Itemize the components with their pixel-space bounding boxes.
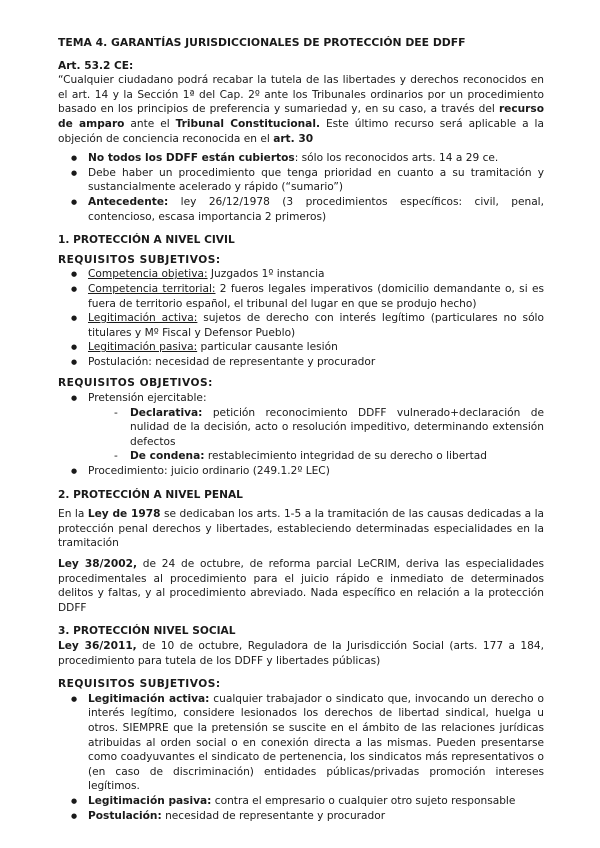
quote-bold-tribunal: Tribunal Constitucional. xyxy=(175,117,320,130)
bullet-bold: No todos los DDFF están cubiertos xyxy=(88,152,295,165)
list-item xyxy=(88,809,544,824)
item-label: Competencia territorial: xyxy=(88,282,216,295)
para-bold: Ley de 1978 xyxy=(87,508,161,521)
item-text: cualquier trabajador o sindicato que, invocando un derecho o interés legítimo, considere lesionados los derechos de libertad sindical, huelga u otros. SIEMPRE que la pretensión se suscite en el ámbito de las relaciones jurídicas atribuidas al orden social o en conexión directa a las mismas. Pueden presentarse como coadyuvantes el sindicato de pertenencia, los sindicatos más representativos o (en caso de discriminación) entidades públicas/privadas promoción intereses legítimos. xyxy=(88,692,544,793)
item-bold: Legitimación pasiva: xyxy=(88,794,212,807)
penal-paragraph-1 xyxy=(58,507,544,551)
para-text: de 24 de octubre, de reforma parcial LeCRIM, deriva las especialidades procedimentales al procedimiento para el juicio rápido e inmediato de determinados delitos y faltas, y al procedimiento abreviado. Nada específico en relación a la protección DDFF xyxy=(58,558,544,614)
quote-bold-recurso: recurso de amparo xyxy=(58,103,544,130)
section-heading-civil: 1. PROTECCIÓN A NIVEL CIVIL xyxy=(58,234,235,247)
list-item xyxy=(88,692,544,794)
item-text: contra el empresario o cualquier otro sujeto responsable xyxy=(211,794,516,807)
social-subjective-list xyxy=(58,692,544,823)
item-label: Competencia objetiva: xyxy=(88,268,208,281)
section-heading-penal: 2. PROTECCIÓN A NIVEL PENAL xyxy=(58,488,243,501)
item-text: Pretensión ejercitable: xyxy=(88,392,207,405)
list-item xyxy=(88,282,544,311)
item-bold: De condena: xyxy=(130,450,205,463)
item-text: 2 fueros legales imperativos (domicilio demandante o, si es fuera de territorio español, el tribunal del lugar en que se produjo hecho) xyxy=(88,282,544,310)
social-paragraph-1 xyxy=(58,639,544,668)
document-title: TEMA 4. GARANTÍAS JURISDICCIONALES DE PROTECCIÓN DEE DDFF xyxy=(58,36,466,49)
bullet-text: ley 26/12/1978 (3 procedimientos específicos: civil, penal, contencioso, escasa importancia 2 primeros) xyxy=(88,195,544,223)
quote-bold-art30: art. 30 xyxy=(273,132,314,145)
item-text: Procedimiento: juicio ordinario (249.1.2º LEC) xyxy=(88,465,330,478)
article-bullet-list xyxy=(58,151,544,224)
item-text: restablecimiento integridad de su derecho o libertad xyxy=(204,450,487,463)
quote-text-1: “Cualquier ciudadano podrá recabar la tutela de las libertades y derechos reconocidos en el art. 14 y la Sección 1ª del Cap. 2º ante los Tribunales ordinarios por un procedimiento basado en los principios de preferencia y sumariedad y, en su caso, a través del xyxy=(58,74,544,116)
list-item xyxy=(130,406,544,450)
item-label: Legitimación pasiva: xyxy=(88,341,198,354)
article-quote xyxy=(58,73,544,146)
item-bold: Legitimación activa: xyxy=(88,692,210,705)
list-item xyxy=(88,391,544,464)
list-item xyxy=(88,195,544,224)
item-text: particular causante lesión xyxy=(197,341,338,354)
article-heading: Art. 53.2 CE: xyxy=(58,59,134,72)
item-text: petición reconocimiento DDFF vulnerado+declaración de nulidad de la decisión, acto o resolución impeditivo, determinando extensión defectos xyxy=(130,406,544,448)
para-text: se dedicaban los arts. 1-5 a la tramitación de las causas dedicadas a la protección penal derechos y libertades, estableciendo determinadas especialidades en la tramitación xyxy=(58,508,545,550)
quote-text-2: ante el xyxy=(124,117,176,130)
quote-text-3: Este último recurso será aplicable a la objeción de conciencia reconocida en el xyxy=(58,117,544,145)
civil-objective-list xyxy=(58,391,544,479)
civil-subjective-list xyxy=(58,267,544,369)
list-item xyxy=(88,340,544,355)
section-heading-social: 3. PROTECCIÓN NIVEL SOCIAL xyxy=(58,625,236,638)
list-item xyxy=(88,267,544,282)
para-bold: Ley 38/2002, xyxy=(58,558,138,570)
list-item xyxy=(88,355,544,370)
bullet-text: : sólo los reconocidos arts. 14 a 29 ce. xyxy=(294,152,499,165)
list-item xyxy=(88,151,544,166)
list-item xyxy=(88,311,544,340)
bullet-bold: Antecedente: xyxy=(88,195,169,208)
item-text: Postulación: necesidad de representante y procurador xyxy=(88,355,376,368)
para-text: de 10 de octubre, Reguladora de la Jurisdicción Social (arts. 177 a 184, procedimiento para tutela de los DDFF y libertades públicas) xyxy=(58,639,544,667)
list-item xyxy=(130,449,544,464)
item-text: sujetos de derecho con interés legítimo (particulares no sólo titulares y Mº Fiscal y Defensor Pueblo) xyxy=(88,312,544,339)
list-item xyxy=(88,794,544,809)
para-text: En la xyxy=(58,508,88,521)
item-bold: Declarativa: xyxy=(130,406,203,419)
list-item xyxy=(88,464,544,479)
civil-subjective-heading: REQUISITOS SUBJETIVOS: xyxy=(58,253,221,266)
civil-objective-heading: REQUISITOS OBJETIVOS: xyxy=(58,377,213,390)
item-text: Juzgados 1º instancia xyxy=(207,268,325,281)
item-label: Legitimación activa: xyxy=(88,312,198,325)
pretension-sublist xyxy=(88,406,544,464)
social-subjective-heading: REQUISITOS SUBJETIVOS: xyxy=(58,678,221,691)
bullet-text: Debe haber un procedimiento que tenga prioridad en cuanto a su tramitación y sustancialmente acelerado y rápido (“sumario”) xyxy=(88,166,544,194)
penal-paragraph-2 xyxy=(58,557,544,615)
item-text: necesidad de representante y procurador xyxy=(161,809,386,822)
item-bold: Postulación: xyxy=(88,809,162,822)
document-page xyxy=(58,36,544,823)
para-bold: Ley 36/2011, xyxy=(58,639,137,652)
list-item xyxy=(88,166,544,195)
